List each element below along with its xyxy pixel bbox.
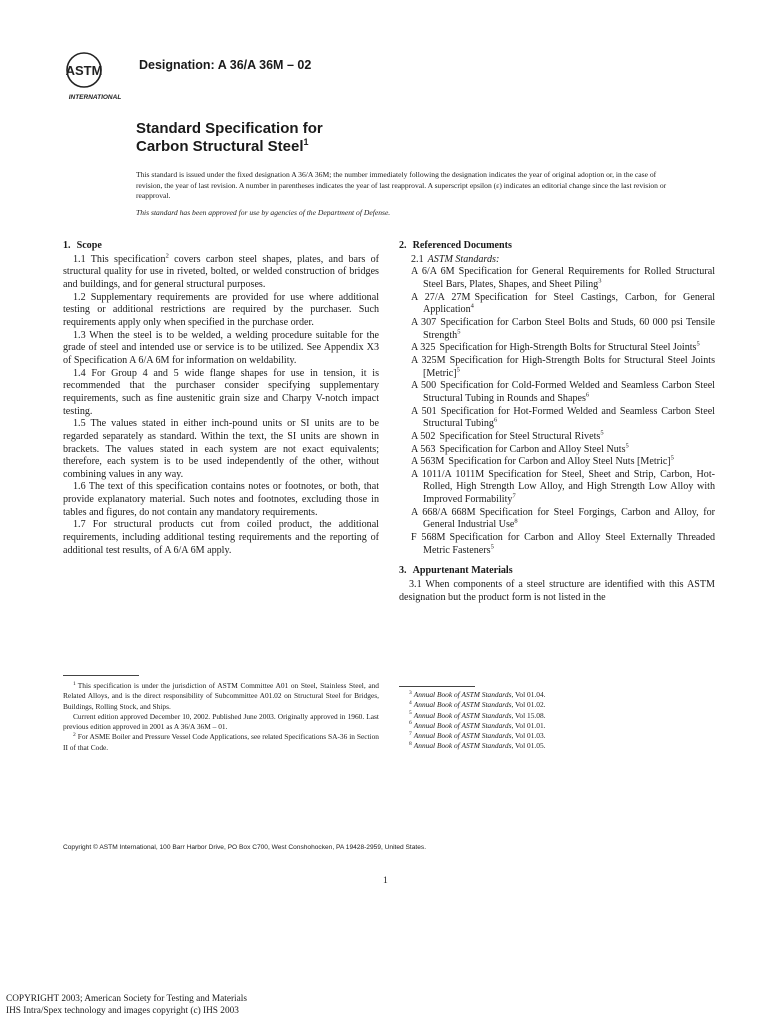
section-heading-scope bbox=[63, 240, 379, 253]
reference-code: A 6/A 6M bbox=[411, 266, 455, 278]
footnote-mark: 7 bbox=[409, 730, 412, 737]
bottom-copyright-line-1: COPYRIGHT 2003; American Society for Testing and Materials bbox=[6, 994, 247, 1004]
book-title: Annual Book of ASTM Standards bbox=[413, 720, 512, 730]
title-footnote-mark: 1 bbox=[303, 137, 309, 147]
title-text: Carbon Structural Steel bbox=[136, 138, 304, 155]
footnote-mark: 2 bbox=[165, 252, 169, 260]
section-title: Scope bbox=[76, 240, 102, 251]
volume: , Vol 01.04. bbox=[511, 690, 546, 699]
reference-text: Specification for Carbon Steel Bolts and Studs, 60 000 psi Tensile Strength bbox=[423, 316, 716, 341]
reference-code: A 502 bbox=[411, 430, 436, 442]
book-title: Annual Book of ASTM Standards bbox=[413, 710, 512, 720]
reference-item bbox=[411, 266, 715, 291]
footnote-4 bbox=[409, 700, 709, 710]
spacer bbox=[399, 557, 715, 565]
reference-item bbox=[411, 406, 715, 431]
reference-text: Specification for High-Strength Bolts for Structural Steel Joints bbox=[439, 342, 697, 354]
footnote-mark: 5 bbox=[409, 710, 412, 717]
footnote-mark: 2 bbox=[73, 732, 76, 739]
reference-item bbox=[411, 456, 715, 469]
footnote-mark: 3 bbox=[598, 277, 602, 285]
reference-code: A 668/A 668M bbox=[411, 506, 476, 518]
reference-list bbox=[399, 266, 715, 557]
reference-text: Specification for Carbon and Alloy Steel Externally Threaded Metric Fasteners bbox=[423, 532, 715, 556]
paragraph-1-6: 1.6 The text of this specification contains notes or footnotes, or both, that provide explanatory material. Such notes and footnotes, excluding those in tables and figures, do not contain any mandatory requirements. bbox=[63, 481, 379, 518]
footnote-mark: 5 bbox=[670, 454, 674, 462]
reference-code: F 568M bbox=[411, 532, 446, 544]
reference-text: Specification for Steel Forgings, Carbon and Alloy, for General Industrial Use bbox=[423, 506, 715, 531]
defense-note: This standard has been approved for use by agencies of the Department of Defense. bbox=[136, 208, 391, 217]
reference-code: A 27/A 27M bbox=[411, 291, 471, 303]
footnote-mark: 6 bbox=[585, 391, 590, 399]
footnote-1-edition: Current edition approved December 10, 2002. Published June 2003. Originally approved in 1960. Last previous edition approved in 2001 as A 36/A 36M – 01. bbox=[63, 711, 379, 732]
reference-code: A 563M bbox=[411, 456, 445, 468]
paragraph-text: covers carbon steel shapes, plates, and bars of structural quality for use in riveted, bolted, or welded construction of bridges and buildings, and for general structural purposes. bbox=[63, 253, 379, 290]
reference-code: A 325 bbox=[411, 342, 436, 354]
footnote-6 bbox=[409, 721, 709, 731]
copyright-line: Copyright © ASTM International, 100 Barr Harbor Drive, PO Box C700, West Conshohocken, PA 19428-2959, United States. bbox=[63, 844, 427, 851]
reference-code: A 325M bbox=[411, 354, 446, 366]
footnote-mark: 4 bbox=[470, 302, 474, 310]
reference-item bbox=[411, 355, 715, 380]
footnote-text: For ASME Boiler and Pressure Vessel Code Applications, see related Specifications SA-36 in Section II of that Code. bbox=[63, 732, 379, 752]
footnote-mark: 8 bbox=[514, 518, 518, 526]
footnote-mark: 6 bbox=[493, 416, 498, 424]
paragraph-1-4: 1.4 For Group 4 and 5 wide flange shapes for use in tension, it is recommended that the purchaser consider specifying supplementary requirements, such as fine austenitic grain size and Charpy V-notch impact testing. bbox=[63, 367, 379, 417]
subsection-astm-standards bbox=[411, 254, 715, 267]
reference-text: Specification for Carbon and Alloy Steel Nuts bbox=[439, 443, 626, 455]
section-heading-referenced-documents bbox=[399, 240, 715, 253]
paragraph-3-1: 3.1 When components of a steel structure are identified with this ASTM designation but the product form is not listed in the bbox=[399, 579, 715, 603]
book-title: Annual Book of ASTM Standards bbox=[413, 700, 512, 710]
reference-code: A 563 bbox=[411, 443, 436, 455]
title-line-1: Standard Specification for bbox=[136, 120, 323, 137]
reference-text: Specification for Steel Castings, Carbon, for General Application bbox=[423, 291, 716, 316]
reference-item bbox=[411, 469, 715, 507]
paragraph-text: 1.1 This specification bbox=[73, 253, 166, 265]
logo-subtext: INTERNATIONAL bbox=[68, 94, 122, 101]
footnote-7 bbox=[409, 731, 709, 741]
bottom-copyright-line-2: IHS Intra/Spex technology and images copyright (c) IHS 2003 bbox=[6, 1006, 239, 1016]
reference-item bbox=[411, 292, 715, 317]
footnote-3 bbox=[409, 690, 709, 700]
reference-text: Specification for General Requirements for Rolled Structural Steel Bars, Plates, Shapes, and Sheet Piling bbox=[423, 266, 715, 290]
paragraph-1-2: 1.2 Supplementary requirements are provided for use where additional testing or additional restrictions are required by the purchaser. Such requirements apply only when specified in the purchase order. bbox=[63, 291, 379, 328]
footnote-mark: 8 bbox=[409, 741, 412, 748]
paragraph-1-5: 1.5 The values stated in either inch-pound units or SI units are to be regarded separately as standard. Within the text, the SI units are shown in brackets. The values stated in each system are not exact equivalents; therefore, each system is to be used independently of the other, without combining values in any way. bbox=[63, 418, 379, 480]
logo-mark-text: ASTM bbox=[65, 63, 103, 78]
reference-code: A 1011/A 1011M bbox=[411, 468, 485, 480]
standard-note: This standard is issued under the fixed designation A 36/A 36M; the number immediately following the designation indicates the year of original adoption or, in the case of revision, the year of last revision. A number in parentheses indicates the year of last reapproval. A superscript epsilon (ε) indicates an editorial change since the last revision or reapproval. bbox=[136, 170, 667, 201]
page-number: 1 bbox=[383, 876, 388, 886]
paragraph-1-7: 1.7 For structural products cut from coiled product, the additional requirements, including additional testing requirements and the reporting of additional test results, of A 6/A 6M apply. bbox=[63, 519, 379, 556]
footnotes-left bbox=[63, 681, 379, 753]
section-number: 3. bbox=[399, 565, 407, 577]
subsection-number: 2.1 bbox=[411, 253, 424, 265]
footnote-rule bbox=[63, 675, 139, 676]
subsection-title: ASTM Standards: bbox=[427, 253, 500, 265]
footnote-8 bbox=[409, 741, 709, 751]
paragraph-1-3: 1.3 When the steel is to be welded, a welding procedure suitable for the grade of steel and intended use or service is to be utilized. See Appendix X3 of Specification A 6/A 6M for information on weldability. bbox=[63, 329, 379, 366]
right-column bbox=[399, 240, 715, 604]
paragraph-1-1 bbox=[63, 254, 379, 292]
book-title: Annual Book of ASTM Standards bbox=[413, 690, 512, 699]
footnote-mark: 3 bbox=[409, 689, 412, 696]
footnote-1 bbox=[63, 681, 379, 712]
reference-text: Specification for Steel, Sheet and Strip, Carbon, Hot-Rolled, High Strength Low Alloy, and High Strength Low Alloy with Improved Formability bbox=[423, 468, 715, 506]
reference-text: Specification for Hot-Formed Welded and Seamless Carbon Steel Structural Tubing bbox=[423, 405, 715, 430]
reference-item bbox=[411, 317, 715, 342]
footnote-mark: 7 bbox=[512, 492, 516, 500]
designation: Designation: A 36/A 36M – 02 bbox=[139, 58, 312, 72]
book-title: Annual Book of ASTM Standards bbox=[413, 731, 512, 741]
section-title: Appurtenant Materials bbox=[412, 565, 513, 577]
footnote-text: This specification is under the jurisdiction of ASTM Committee A01 on Steel, Stainless Steel, and Related Alloys, and is the direct responsibility of Subcommittee A01.02 on Structural Steel for Bridges, Buildings, Rolling Stock, and Ships. bbox=[63, 681, 379, 711]
footnotes-right bbox=[409, 690, 709, 752]
reference-code: A 307 bbox=[411, 316, 437, 328]
volume: , Vol 01.03. bbox=[511, 731, 546, 741]
section-number: 2. bbox=[399, 240, 407, 251]
volume: , Vol 15.08. bbox=[511, 710, 546, 720]
footnote-mark: 5 bbox=[457, 328, 461, 336]
book-title: Annual Book of ASTM Standards bbox=[413, 741, 512, 751]
reference-item bbox=[411, 342, 715, 355]
footnote-mark: 4 bbox=[409, 699, 412, 706]
footnote-mark: 1 bbox=[73, 680, 76, 687]
footnote-mark: 6 bbox=[409, 720, 412, 727]
volume: , Vol 01.02. bbox=[511, 700, 546, 710]
section-title: Referenced Documents bbox=[412, 240, 512, 251]
reference-text: Specification for Carbon and Alloy Steel Nuts [Metric] bbox=[448, 456, 671, 468]
left-column bbox=[63, 240, 379, 557]
footnote-mark: 5 bbox=[696, 340, 700, 348]
footnote-mark: 5 bbox=[490, 543, 494, 551]
reference-item bbox=[411, 431, 715, 444]
footnote-5 bbox=[409, 711, 709, 721]
reference-item bbox=[411, 507, 715, 532]
reference-item bbox=[411, 444, 715, 457]
section-heading-appurtenant-materials bbox=[399, 565, 715, 578]
reference-text: Specification for High-Strength Bolts for Structural Steel Joints [Metric] bbox=[423, 354, 716, 379]
reference-text: Specification for Cold-Formed Welded and Seamless Carbon Steel Structural Tubing in Rounds and Shapes bbox=[423, 380, 715, 404]
footnote-mark: 5 bbox=[456, 366, 460, 374]
section-number: 1. bbox=[63, 240, 71, 251]
reference-code: A 501 bbox=[411, 405, 437, 417]
title-line-2 bbox=[136, 137, 309, 155]
bottom-copyright bbox=[6, 993, 247, 1017]
reference-item bbox=[411, 532, 715, 557]
reference-item bbox=[411, 380, 715, 405]
footnote-2 bbox=[63, 732, 379, 753]
astm-logo bbox=[60, 50, 132, 102]
footnote-rule bbox=[399, 686, 475, 687]
footnote-mark: 5 bbox=[600, 429, 604, 437]
reference-code: A 500 bbox=[411, 380, 437, 392]
reference-text: Specification for Steel Structural Rivets bbox=[439, 430, 601, 442]
volume: , Vol 01.01. bbox=[511, 720, 546, 730]
volume: , Vol 01.05. bbox=[511, 741, 546, 751]
footnote-mark: 5 bbox=[625, 442, 629, 450]
